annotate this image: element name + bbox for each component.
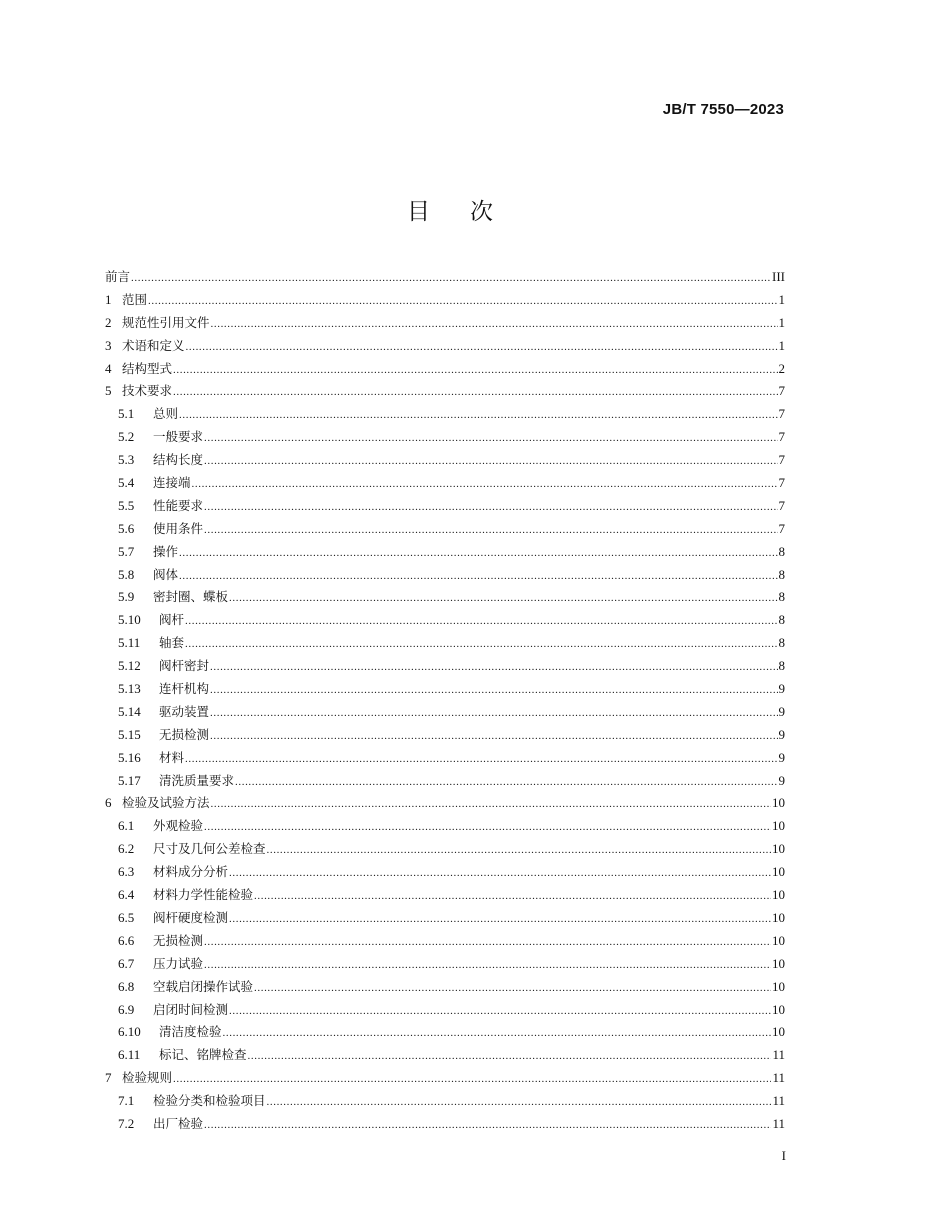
toc-entry[interactable] xyxy=(105,472,785,495)
toc-entry-number: 3 xyxy=(105,337,112,353)
dot-leader xyxy=(204,954,771,977)
toc-entry[interactable] xyxy=(105,976,785,999)
toc-entry-number: 5.15 xyxy=(118,726,141,742)
toc-entry-number: 5 xyxy=(105,383,112,399)
toc-entry[interactable] xyxy=(105,632,785,655)
dot-leader xyxy=(210,656,777,679)
dot-leader xyxy=(173,359,777,382)
toc-entry-label: 空载启闭操作试验 xyxy=(153,978,254,994)
toc-entry-page: 8 xyxy=(778,658,785,674)
toc-entry-number: 5.13 xyxy=(118,681,141,697)
toc-entry-number: 5.12 xyxy=(118,658,141,674)
toc-entry-label: 材料成分分析 xyxy=(153,864,229,880)
toc-entry[interactable] xyxy=(105,999,785,1022)
toc-entry-number: 5.11 xyxy=(118,635,141,651)
toc-entry-page: 2 xyxy=(778,360,785,376)
toc-entry-number: 5.5 xyxy=(118,497,135,513)
dot-leader xyxy=(204,427,777,450)
toc-entry-label: 检验及试验方法 xyxy=(122,795,210,811)
toc-entry-label: 压力试验 xyxy=(153,955,204,971)
toc-entry-label: 启闭时间检测 xyxy=(153,1001,229,1017)
dot-leader xyxy=(179,565,777,588)
dot-leader xyxy=(248,1045,772,1068)
toc-entry[interactable] xyxy=(105,335,785,358)
toc-entry-page: 7 xyxy=(778,452,785,468)
toc-entry-label: 总则 xyxy=(153,406,179,422)
dot-leader xyxy=(204,931,771,954)
toc-entry-page: 7 xyxy=(778,520,785,536)
toc-entry-label: 无损检测 xyxy=(159,726,210,742)
toc-entry-label: 阀杆硬度检测 xyxy=(153,909,229,925)
dot-leader xyxy=(235,771,777,794)
toc-entry-number: 5.3 xyxy=(118,452,135,468)
toc-entry-label: 术语和定义 xyxy=(122,337,185,353)
toc-entry-label: 出厂检验 xyxy=(153,1115,204,1131)
toc-entry-page: 7 xyxy=(778,475,785,491)
toc-entry-page: 10 xyxy=(772,818,785,834)
dot-leader xyxy=(204,450,777,473)
toc-entry[interactable] xyxy=(105,312,785,335)
toc-entry-number: 4 xyxy=(105,360,112,376)
dot-leader xyxy=(173,1068,771,1091)
toc-entry-number: 2 xyxy=(105,314,112,330)
toc-entry-number: 6.8 xyxy=(118,978,135,994)
toc-entry-page: III xyxy=(772,269,785,284)
toc-entry-number: 6.7 xyxy=(118,955,135,971)
toc-entry-number: 5.14 xyxy=(118,703,141,719)
toc-entry[interactable] xyxy=(105,266,785,289)
toc-entry[interactable] xyxy=(105,609,785,632)
dot-leader xyxy=(204,816,771,839)
toc-entry-page: 9 xyxy=(778,726,785,742)
toc-entry-page: 10 xyxy=(772,1024,785,1040)
toc-title xyxy=(0,193,900,226)
toc-entry[interactable] xyxy=(105,1044,785,1067)
toc-entry[interactable] xyxy=(105,701,785,724)
dot-leader xyxy=(254,977,771,1000)
dot-leader xyxy=(211,793,771,816)
dot-leader xyxy=(210,679,777,702)
toc-entry-label: 标记、铭牌检查 xyxy=(159,1047,247,1063)
toc-entry-number: 6.11 xyxy=(118,1047,141,1063)
toc-entry-page: 11 xyxy=(772,1070,785,1086)
toc-entry-page: 7 xyxy=(778,406,785,422)
dot-leader xyxy=(267,1091,772,1114)
standard-code: JB/T 7550—2023 xyxy=(662,101,784,118)
toc-entry-label: 检验规则 xyxy=(122,1070,173,1086)
toc-entry-page: 10 xyxy=(772,841,785,857)
dot-leader xyxy=(229,908,771,931)
toc-entry-label: 清洗质量要求 xyxy=(159,772,235,788)
toc-entry-number: 6.3 xyxy=(118,864,135,880)
toc-entry-page: 10 xyxy=(772,955,785,971)
dot-leader xyxy=(204,519,777,542)
toc-entry[interactable] xyxy=(105,815,785,838)
toc-entry-label: 清洁度检验 xyxy=(159,1024,222,1040)
toc-entry-label: 操作 xyxy=(153,543,179,559)
toc-entry-number: 6.9 xyxy=(118,1001,135,1017)
toc-entry[interactable] xyxy=(105,792,785,815)
toc-entry-page: 9 xyxy=(778,749,785,765)
toc-entry-number: 5.10 xyxy=(118,612,141,628)
toc-entry-label: 一般要求 xyxy=(153,429,204,445)
toc-entry-label: 规范性引用文件 xyxy=(122,314,210,330)
toc-entry[interactable] xyxy=(105,518,785,541)
toc-entry-number: 5.7 xyxy=(118,543,135,559)
toc-entry[interactable] xyxy=(105,403,785,426)
dot-leader xyxy=(211,313,778,336)
toc-entry[interactable] xyxy=(105,358,785,381)
toc-entry-number: 6.1 xyxy=(118,818,135,834)
toc-entry[interactable] xyxy=(105,747,785,770)
toc-entry-number: 5.16 xyxy=(118,749,141,765)
dot-leader xyxy=(254,885,771,908)
dot-leader xyxy=(210,702,777,725)
dot-leader xyxy=(229,1000,771,1023)
toc-entry[interactable] xyxy=(105,289,785,312)
toc-entry[interactable] xyxy=(105,884,785,907)
toc-entry-label: 无损检测 xyxy=(153,932,204,948)
toc-entry-number: 6.5 xyxy=(118,909,135,925)
toc-entry-number: 6.2 xyxy=(118,841,135,857)
toc-title-char-2: 次 xyxy=(470,199,493,225)
toc-entry[interactable] xyxy=(105,586,785,609)
toc-entry-page: 7 xyxy=(778,497,785,513)
toc-entry-label: 连接端 xyxy=(153,475,191,491)
dot-leader xyxy=(267,839,771,862)
toc-entry-label: 外观检验 xyxy=(153,818,204,834)
toc-entry[interactable] xyxy=(105,770,785,793)
toc-entry[interactable] xyxy=(105,1090,785,1113)
dot-leader xyxy=(223,1022,771,1045)
toc-entry-page: 7 xyxy=(778,383,785,399)
dot-leader xyxy=(229,862,771,885)
toc-entry-label: 驱动装置 xyxy=(159,703,210,719)
toc-entry-label: 结构型式 xyxy=(122,360,173,376)
toc-entry[interactable] xyxy=(105,1113,785,1136)
toc-entry-page: 8 xyxy=(778,612,785,628)
toc-entry-page: 9 xyxy=(778,703,785,719)
toc-title-char-1: 目 xyxy=(407,199,430,225)
toc-entry[interactable] xyxy=(105,564,785,587)
toc-entry[interactable] xyxy=(105,953,785,976)
toc-entry-page: 1 xyxy=(778,337,785,353)
toc-entry-number: 6.4 xyxy=(118,887,135,903)
toc-entry-label: 材料力学性能检验 xyxy=(153,887,254,903)
dot-leader xyxy=(210,725,777,748)
toc-entry-page: 10 xyxy=(772,795,785,811)
toc-entry[interactable] xyxy=(105,930,785,953)
toc-entry[interactable] xyxy=(105,838,785,861)
toc-entry-page: 10 xyxy=(772,932,785,948)
toc-entry-label: 技术要求 xyxy=(122,383,173,399)
dot-leader xyxy=(185,748,777,771)
toc-entry-page: 10 xyxy=(772,864,785,880)
toc-entry[interactable] xyxy=(105,449,785,472)
toc-entry-number: 5.8 xyxy=(118,566,135,582)
dot-leader xyxy=(204,1114,771,1137)
toc-entry-page: 9 xyxy=(778,681,785,697)
toc-entry[interactable] xyxy=(105,655,785,678)
toc-entry-page: 1 xyxy=(778,314,785,330)
table-of-contents xyxy=(105,266,785,1136)
dot-leader xyxy=(229,587,777,610)
toc-entry[interactable] xyxy=(105,1021,785,1044)
dot-leader xyxy=(186,336,778,359)
toc-entry-label: 结构长度 xyxy=(153,452,204,468)
toc-entry-label: 轴套 xyxy=(159,635,185,651)
toc-entry-number: 5.2 xyxy=(118,429,135,445)
toc-entry-label: 密封圈、蝶板 xyxy=(153,589,229,605)
dot-leader xyxy=(173,381,777,404)
toc-entry-number: 7.1 xyxy=(118,1093,135,1109)
toc-entry-page: 11 xyxy=(772,1093,785,1109)
toc-entry-label: 阀杆 xyxy=(159,612,185,628)
toc-entry-page: 11 xyxy=(772,1047,785,1063)
toc-entry-page: 7 xyxy=(778,429,785,445)
toc-entry-label: 阀体 xyxy=(153,566,179,582)
dot-leader xyxy=(192,473,778,496)
toc-entry-label: 前言 xyxy=(105,269,131,284)
dot-leader xyxy=(185,610,777,633)
toc-entry-number: 7 xyxy=(105,1070,112,1086)
dot-leader xyxy=(179,404,777,427)
toc-entry-number: 5.17 xyxy=(118,772,141,788)
toc-entry-page: 10 xyxy=(772,887,785,903)
toc-entry-page: 10 xyxy=(772,909,785,925)
toc-entry-number: 6.10 xyxy=(118,1024,141,1040)
toc-entry-number: 6.6 xyxy=(118,932,135,948)
toc-entry-page: 10 xyxy=(772,1001,785,1017)
toc-entry-label: 使用条件 xyxy=(153,520,204,536)
dot-leader xyxy=(185,633,777,656)
dot-leader xyxy=(179,542,777,565)
page-number: I xyxy=(781,1148,786,1163)
dot-leader xyxy=(131,267,771,290)
toc-entry-label: 范围 xyxy=(122,291,148,307)
toc-entry[interactable] xyxy=(105,678,785,701)
toc-entry-number: 6 xyxy=(105,795,112,811)
toc-entry-label: 材料 xyxy=(159,749,185,765)
toc-entry-page: 10 xyxy=(772,978,785,994)
toc-entry-label: 检验分类和检验项目 xyxy=(153,1093,266,1109)
toc-entry[interactable] xyxy=(105,1067,785,1090)
toc-entry-page: 9 xyxy=(778,772,785,788)
toc-entry[interactable] xyxy=(105,426,785,449)
toc-entry[interactable] xyxy=(105,380,785,403)
toc-entry[interactable] xyxy=(105,907,785,930)
toc-entry-number: 5.4 xyxy=(118,475,135,491)
toc-entry-number: 7.2 xyxy=(118,1115,135,1131)
toc-entry-page: 8 xyxy=(778,635,785,651)
toc-entry-page: 8 xyxy=(778,589,785,605)
toc-entry-number: 1 xyxy=(105,291,112,307)
toc-entry-page: 1 xyxy=(778,291,785,307)
toc-entry-label: 尺寸及几何公差检查 xyxy=(153,841,266,857)
toc-entry-page: 8 xyxy=(778,543,785,559)
toc-entry-number: 5.9 xyxy=(118,589,135,605)
toc-entry[interactable] xyxy=(105,861,785,884)
toc-entry-page: 11 xyxy=(772,1115,785,1131)
toc-entry-number: 5.1 xyxy=(118,406,135,422)
toc-entry-page: 8 xyxy=(778,566,785,582)
toc-entry-label: 连杆机构 xyxy=(159,681,210,697)
toc-entry[interactable] xyxy=(105,541,785,564)
toc-entry-label: 性能要求 xyxy=(153,497,204,513)
toc-entry-label: 阀杆密封 xyxy=(159,658,210,674)
toc-entry[interactable] xyxy=(105,724,785,747)
dot-leader xyxy=(204,496,777,519)
toc-entry[interactable] xyxy=(105,495,785,518)
dot-leader xyxy=(148,290,777,313)
toc-entry-number: 5.6 xyxy=(118,520,135,536)
